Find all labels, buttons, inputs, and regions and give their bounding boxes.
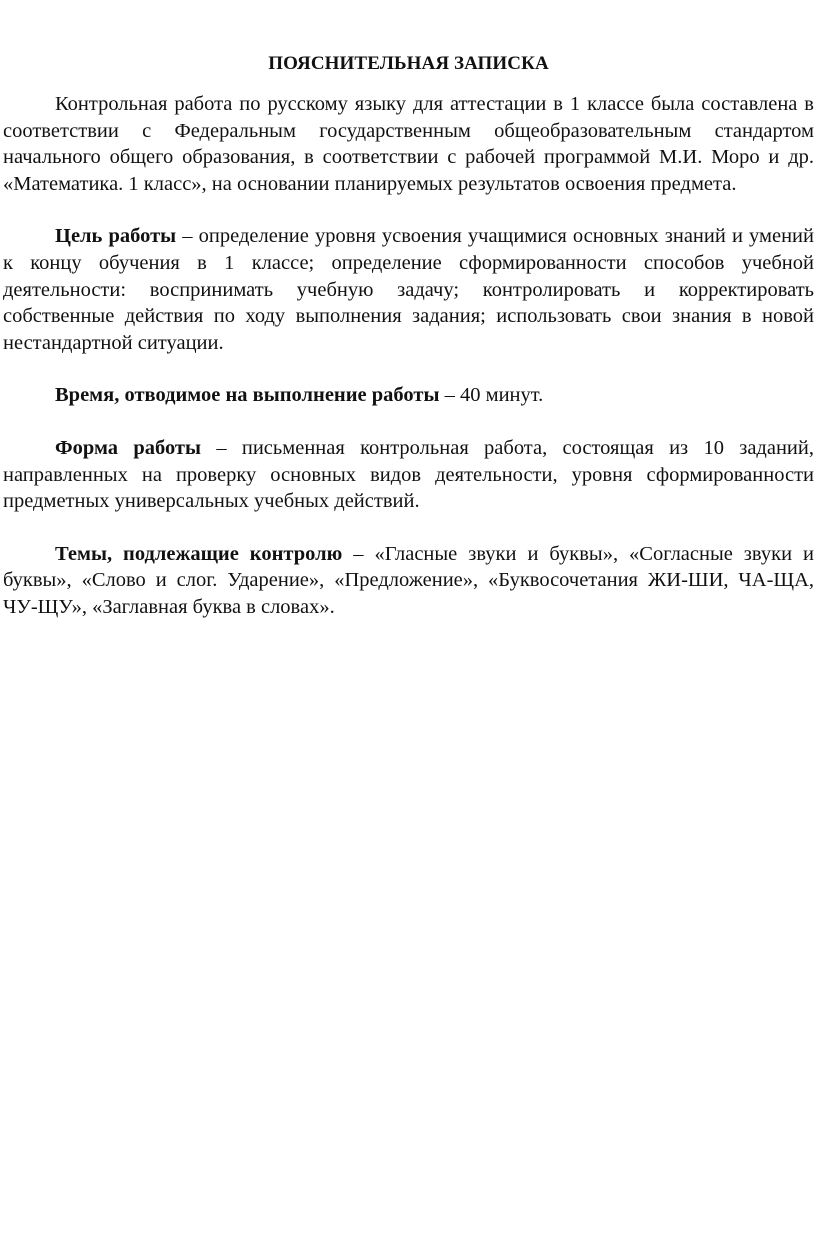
- goal-label: Цель работы: [55, 225, 177, 248]
- time-text: – 40 минут.: [439, 384, 544, 407]
- time-paragraph: [3, 382, 814, 409]
- intro-paragraph: Контрольная работа по русскому языку для аттестации в 1 классе была составлена в соответствии с Федеральным государственным общеобразовательным стандартом начального общего образования, в соответствии с рабочей программой М.И. Моро и др. «Математика. 1 класс», на основании планируемых результатов освоения предмета.: [3, 93, 814, 195]
- topics-paragraph: [3, 541, 814, 621]
- goal-paragraph: [3, 223, 814, 356]
- form-label: Форма работы: [55, 436, 202, 459]
- form-paragraph: [3, 435, 814, 515]
- goal-text: – определение уровня усвоения учащимися основных знаний и умений к концу обучения в 1 классе; определение сформированности способов учебной деятельности: воспринимать учебную задачу; контролировать и корректировать собственные действия по ходу выполнения задания; использовать свои знания в новой нестандартной ситуации.: [3, 225, 814, 354]
- topics-text: – «Гласные звуки и буквы», «Согласные звуки и буквы», «Слово и слог. Ударение», «Предложение», «Буквосочетания ЖИ-ШИ, ЧА-ЩА, ЧУ-ЩУ», «Заглавная буква в словах».: [3, 542, 814, 618]
- topics-label: Темы, подлежащие контролю: [55, 542, 343, 565]
- document-title: ПОЯСНИТЕЛЬНАЯ ЗАПИСКА: [268, 53, 549, 74]
- form-text: – письменная контрольная работа, состоящая из 10 заданий, направленных на проверку основных видов деятельности, уровня сформированности предметных универсальных учебных действий.: [3, 436, 814, 513]
- time-label: Время, отводимое на выполнение работы: [55, 384, 440, 407]
